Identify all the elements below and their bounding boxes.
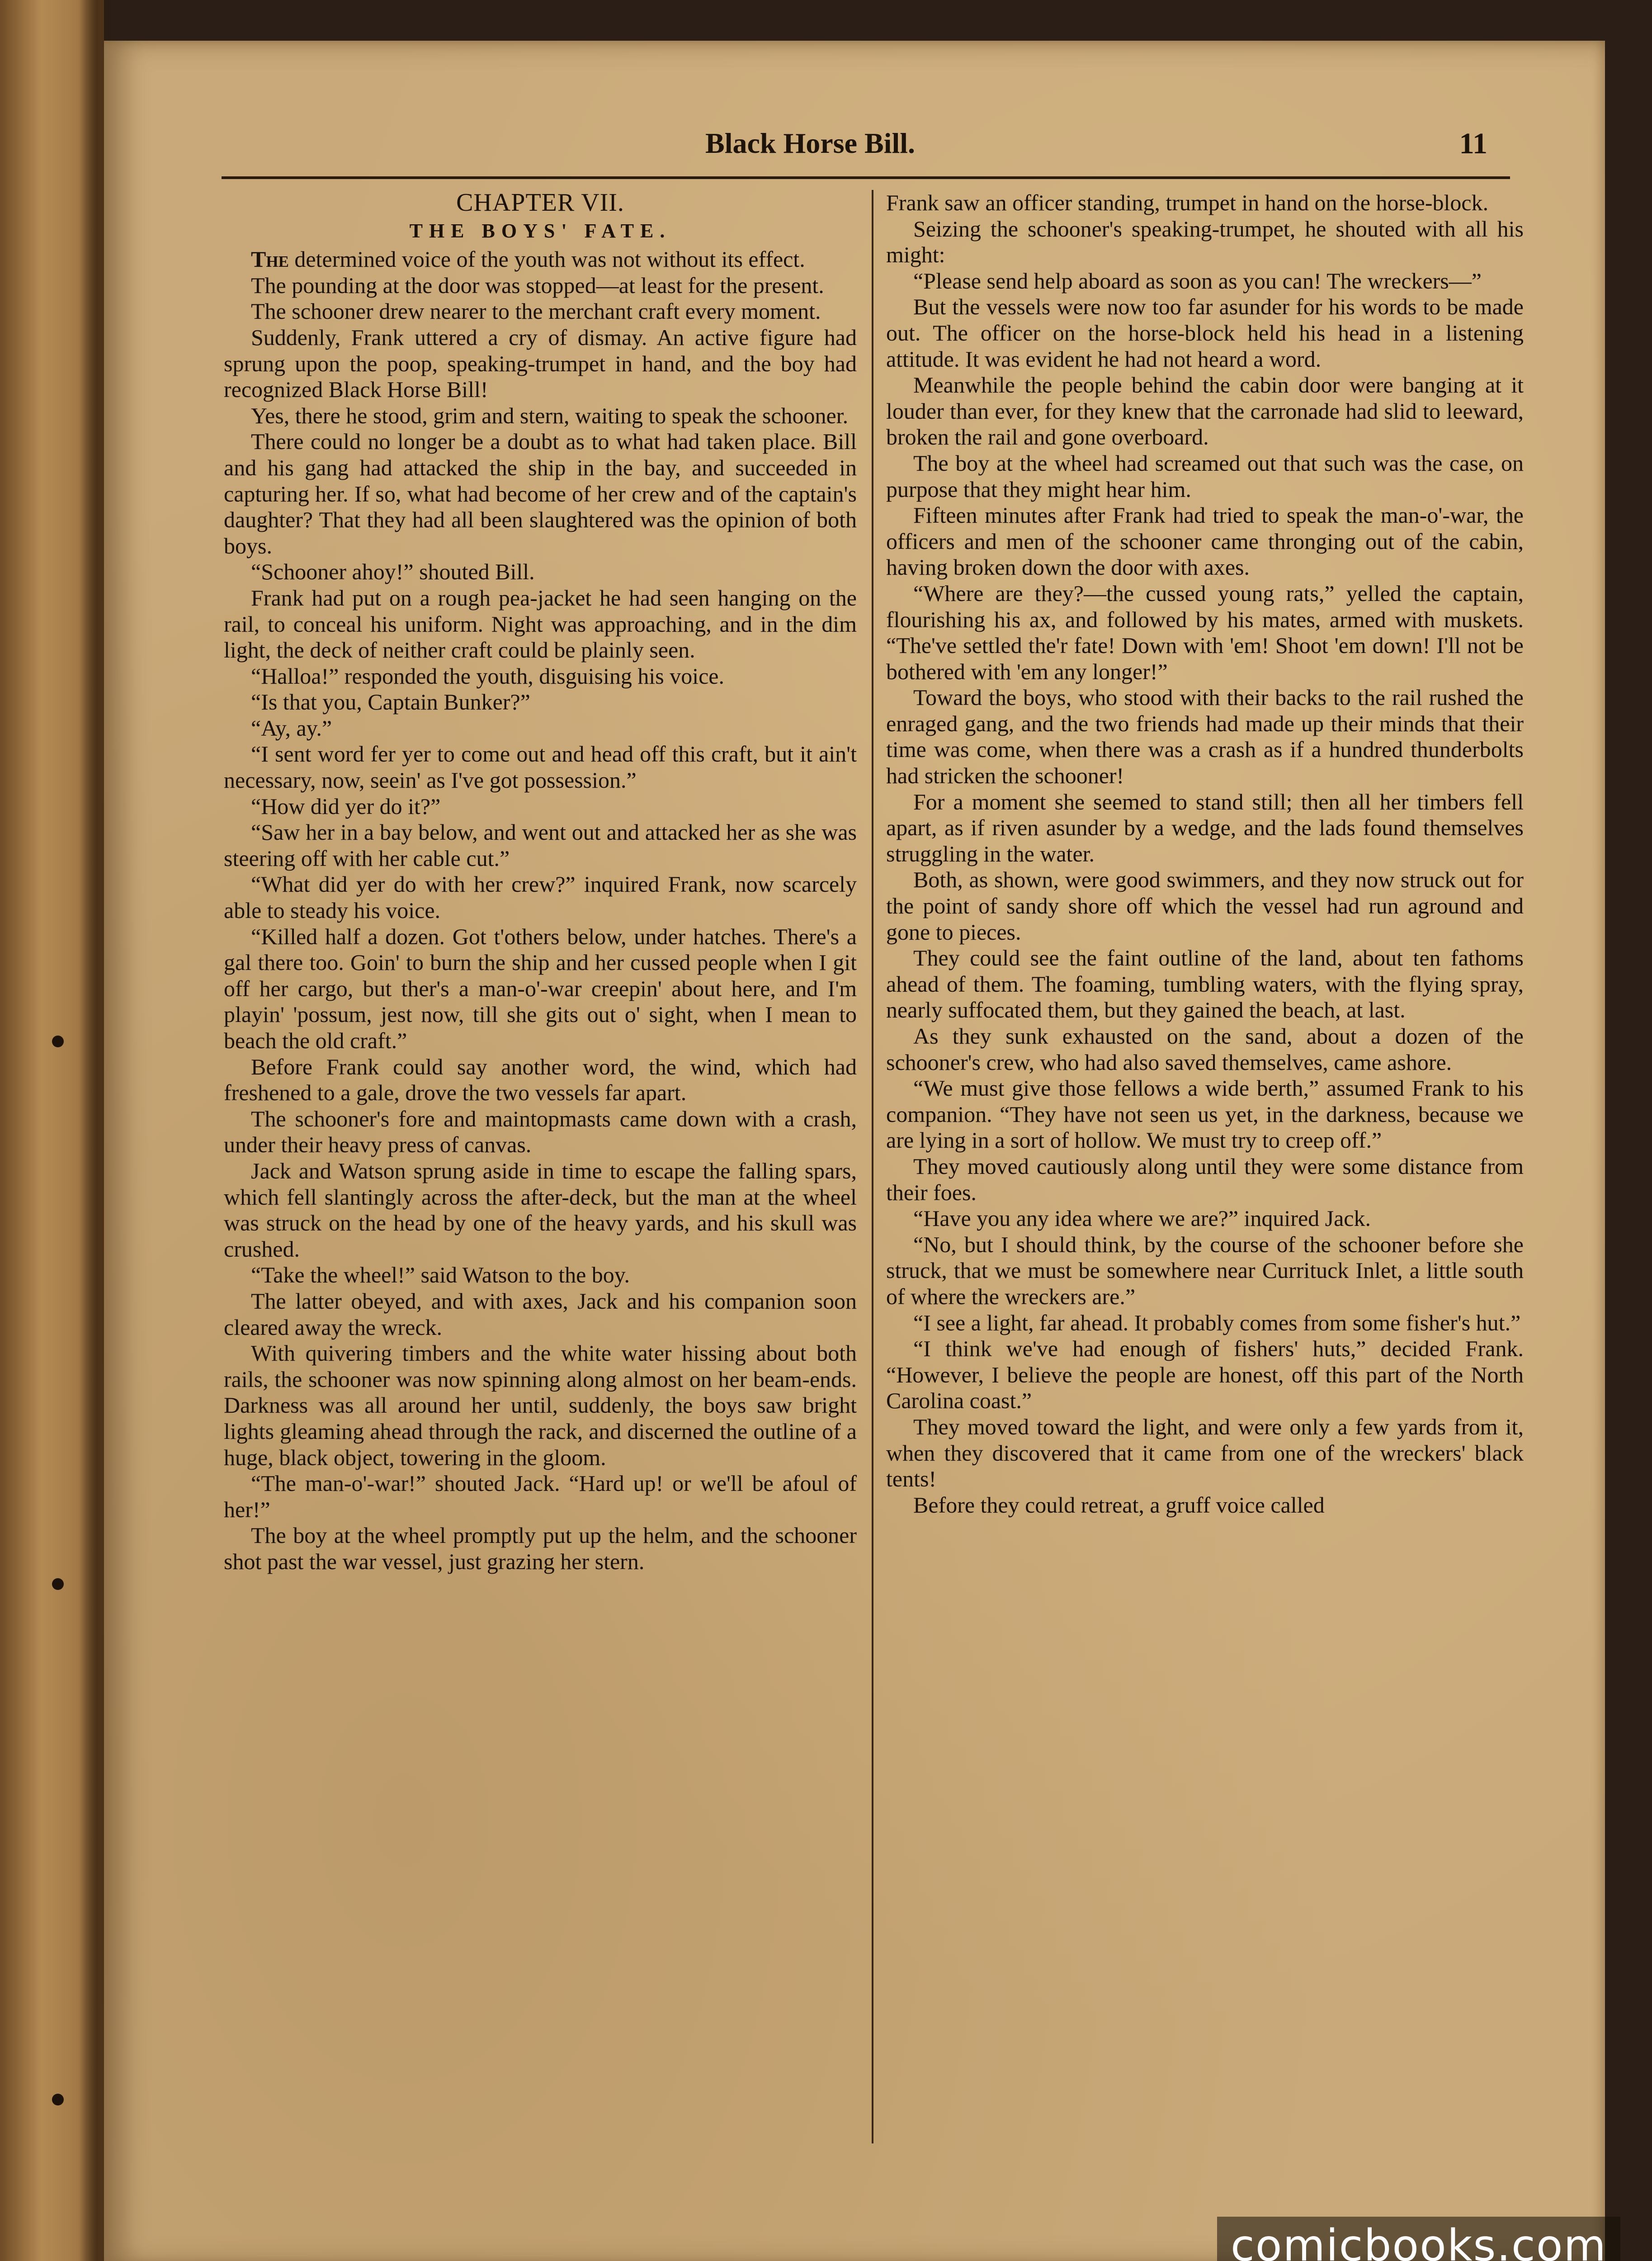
chapter-title: CHAPTER VII. <box>456 189 624 217</box>
paragraph: Yes, there he stood, grim and stern, waiting to speak the schooner. <box>251 402 849 428</box>
paragraph: “What did yer do with her crew?” inquired Frank, now scarcely able to steady his voice. <box>224 871 857 923</box>
paragraph: There could no longer be a doubt as to what had taken place. Bill and his gang had attacked the ship in the bay, and succeeded in capturing her. If so, what had become of her crew and of the captain's daughter? That they had all been slaughtered was the opinion of both boys. <box>224 429 857 558</box>
left-column <box>224 190 857 1575</box>
paragraph: The boy at the wheel promptly put up the helm, and the schooner shot past the war vessel, just grazing her stern. <box>224 1523 857 1574</box>
right-column <box>886 190 1524 1518</box>
paragraph: “I sent word fer yer to come out and head off this craft, but it ain't necessary, now, seein' as I've got possession.” <box>224 741 857 793</box>
paragraph: The latter obeyed, and with axes, Jack and his companion soon cleared away the wreck. <box>224 1288 857 1340</box>
paragraph-text: determined voice of the youth was not without its effect. <box>288 246 805 272</box>
paragraph <box>224 246 857 273</box>
paragraph: Jack and Watson sprung aside in time to escape the falling spars, which fell slantingly across the after-deck, but the man at the wheel was struck on the head by one of the heavy yards, and his skull was crushed. <box>224 1158 857 1262</box>
paragraph: “Have you any idea where we are?” inquired Jack. <box>913 1206 1371 1231</box>
paragraph: Frank had put on a rough pea-jacket he had seen hanging on the rail, to conceal his uniform. Night was approaching, and in the dim light, the deck of neither craft could be plainly seen. <box>224 585 857 663</box>
paragraph: “Killed half a dozen. Got t'others below, under hatches. There's a gal there too. Goin' to burn the ship and her cussed people when I git off her cargo, but ther's a man-o'-war creepin' about here, and I'm playin' 'possum, jest now, till she gits out o' sight, when I mean to beach the old craft.” <box>224 923 857 1053</box>
paragraph: “The man-o'-war!” shouted Jack. “Hard up! or we'll be afoul of her!” <box>224 1471 857 1522</box>
paragraph: “I think we've had enough of fishers' huts,” decided Frank. “However, I believe the people are honest, off this part of the North Carolina coast.” <box>886 1336 1524 1414</box>
paragraph: “Schooner ahoy!” shouted Bill. <box>251 559 535 585</box>
paragraph: Suddenly, Frank uttered a cry of dismay. An active figure had sprung upon the poop, speaking-trumpet in hand, and the boy had recognized Black Horse Bill! <box>224 324 857 402</box>
paragraph: “No, but I should think, by the course of the schooner before she struck, that we must be somewhere near Currituck Inlet, a little south of where the wreckers are.” <box>886 1231 1524 1309</box>
page-number: 11 <box>1459 127 1487 160</box>
paragraph: “Ay, ay.” <box>251 715 332 741</box>
paragraph: The pounding at the door was stopped—at least for the present. <box>251 272 824 298</box>
paragraph: Fifteen minutes after Frank had tried to speak the man-o'-war, the officers and men of the schooner came thronging out of the cabin, having broken down the door with axes. <box>886 502 1524 580</box>
paragraph: “Please send help aboard as soon as you can! The wreckers—” <box>913 268 1482 293</box>
paragraph: Both, as shown, were good swimmers, and they now struck out for the point of sandy shore off which the vessel had run aground and gone to pieces. <box>886 867 1524 945</box>
paragraph: They moved cautiously along until they were some distance from their foes. <box>886 1153 1524 1205</box>
column-divider <box>872 190 873 2143</box>
binding-stitch <box>52 2094 64 2105</box>
header-rule <box>222 176 1510 179</box>
paragraph: Meanwhile the people behind the cabin door were banging at it louder than ever, for they knew that the carronade had slid to leeward, broken the rail and gone overboard. <box>886 372 1524 450</box>
paragraph: Before Frank could say another word, the wind, which had freshened to a gale, drove the two vessels far apart. <box>224 1054 857 1106</box>
lead-word: The <box>251 246 289 272</box>
paragraph: Seizing the schooner's speaking-trumpet, he shouted with all his might: <box>886 216 1524 268</box>
paragraph: With quivering timbers and the white water hissing about both rails, the schooner was now spinning along almost on her beam-ends. Darkness was all around her until, suddenly, the boys saw bright lights gleaming ahead through the rack, and discerned the outline of a huge, black object, towering in the gloom. <box>224 1340 857 1470</box>
paragraph: But the vessels were now too far asunder for his words to be made out. The officer on the horse-block held his head in a listening attitude. It was evident he had not heard a word. <box>886 294 1524 372</box>
paragraph: “How did yer do it?” <box>251 793 441 819</box>
paragraph: The schooner's fore and maintopmasts came down with a crash, under their heavy press of canvas. <box>224 1106 857 1158</box>
site-watermark: comicbooks.com <box>1217 2217 1620 2261</box>
paragraph: For a moment she seemed to stand still; then all her timbers fell apart, as if riven asunder by a wedge, and the lads found themselves struggling in the water. <box>886 789 1524 866</box>
paragraph: “Saw her in a bay below, and went out and attacked her as she was steering off with her cable cut.” <box>224 819 857 871</box>
binding-stitch <box>52 1578 64 1590</box>
paragraph: Toward the boys, who stood with their backs to the rail rushed the enraged gang, and the two friends had made up their minds that their time was come, when there was a crash as if a hundred thunderbolts had stricken the schooner! <box>886 685 1524 789</box>
paragraph: Before they could retreat, a gruff voice called <box>913 1492 1325 1518</box>
binding-stitch <box>52 1036 64 1047</box>
paragraph: “Is that you, Captain Bunker?” <box>251 689 530 715</box>
paragraph: They moved toward the light, and were only a few yards from it, when they discovered that it came from one of the wreckers' black tents! <box>886 1414 1524 1492</box>
paragraph: They could see the faint outline of the land, about ten fathoms ahead of them. The foaming, tumbling waters, with the flying spray, nearly suffocated them, but they gained the beach, at last. <box>886 945 1524 1023</box>
paragraph: The schooner drew nearer to the merchant craft every moment. <box>251 298 821 324</box>
paragraph: Frank saw an officer standing, trumpet in hand on the horse-block. <box>886 190 1489 215</box>
paragraph: “Halloa!” responded the youth, disguising his voice. <box>251 663 724 689</box>
running-title: Black Horse Bill. <box>705 127 915 159</box>
paragraph: “Take the wheel!” said Watson to the boy. <box>251 1262 630 1288</box>
paragraph: “I see a light, far ahead. It probably comes from some fisher's hut.” <box>913 1310 1521 1335</box>
paragraph: “We must give those fellows a wide berth,” assumed Frank to his companion. “They have not seen us yet, in the darkness, because we are lying in a sort of hollow. We must try to creep off.” <box>886 1075 1524 1153</box>
paragraph: The boy at the wheel had screamed out that such was the case, on purpose that they might hear him. <box>886 450 1524 502</box>
chapter-subtitle: THE BOYS' FATE. <box>409 219 671 242</box>
page-header <box>705 127 1519 167</box>
paragraph: As they sunk exhausted on the sand, about a dozen of the schooner's crew, who had also saved themselves, came ashore. <box>886 1023 1524 1075</box>
paragraph: “Where are they?—the cussed young rats,” yelled the captain, flourishing his ax, and followed by his mates, armed with muskets. “The've settled the'r fate! Down with 'em! Shoot 'em down! I'll not be bothered with 'em any longer!” <box>886 580 1524 684</box>
